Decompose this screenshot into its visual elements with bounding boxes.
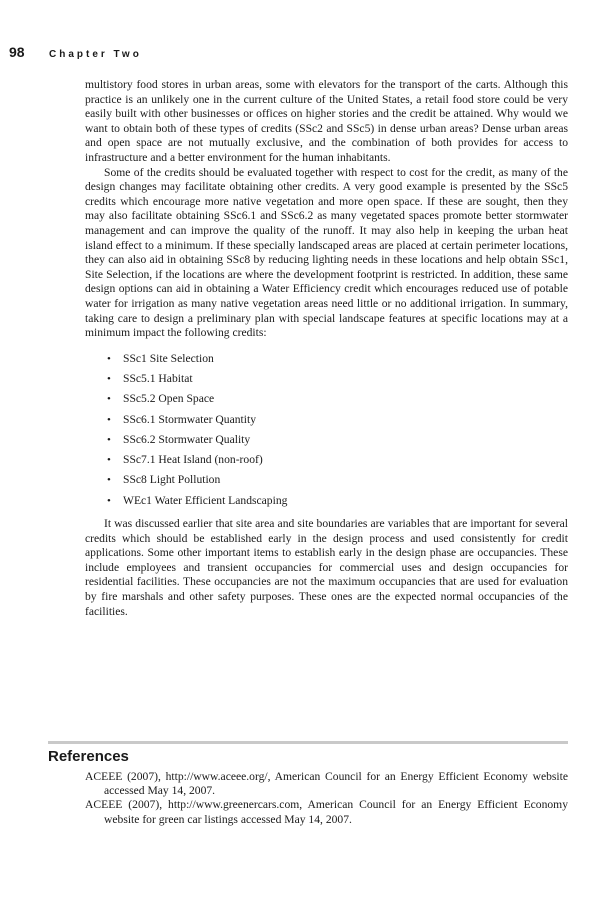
list-item: • SSc7.1 Heat Island (non-roof) [107, 450, 568, 470]
credits-list [85, 349, 568, 511]
chapter-title: Chapter Two [49, 49, 142, 60]
page-number: 98 [9, 44, 25, 60]
list-item: • WEc1 Water Efficient Landscaping [107, 491, 568, 511]
bullet-icon: • [107, 474, 111, 487]
bullet-icon: • [107, 454, 111, 467]
paragraph: Some of the credits should be evaluated together with respect to cost for the credit, as many of the design changes may facilitate obtaining other credits. A very good example is presented by the SSc5 credits which encourage more native vegetation and more open space. If these are sought, then they may also facilitate obtaining SSc6.1 and SSc6.2 as many vegetated spaces promote better stormwater management and can improve the quality of the runoff. It may also help in keeping the urban heat island effect to a minimum. If these specially landscaped areas are placed at certain perimeter locations, they can also aid in obtaining SSc8 by reducing lighting needs in these locations and help obtain SSc1, Site Selection, if the locations are where the development footprint is restricted. In addition, these same design options can aid in obtaining a Water Efficiency credit which encourages reduced use of potable water for irrigation as many native vegetation areas need little or no additional irrigation. In summary, taking care to design a preliminary plan with special landscape features at specific locations may at a minimum impact the following credits: [85, 165, 568, 340]
running-header [9, 44, 142, 62]
paragraph: It was discussed earlier that site area and site boundaries are variables that are important for several credits which should be established early in the design process and used consistently for credit applications. Some other important items to establish early in the design phase are occupancies. These include employees and transient occupancies for commercial uses and design occupancies for residential facilities. These occupancies are not the maximum occupancies that are used for evaluation by fire marshals and other safety purposes. These ones are the expected normal occupancies of the facilities. [85, 517, 568, 618]
list-item: • SSc5.2 Open Space [107, 389, 568, 409]
reference-item: ACEEE (2007), http://www.greenercars.com, American Council for an Energy Efficient Economy website for green car listings accessed May 14, 2007. [85, 798, 568, 826]
bullet-icon: • [107, 433, 111, 446]
paragraph: multistory food stores in urban areas, some with elevators for the transport of the carts. Although this practice is an unlikely one in the current culture of the United States, a retail food store could be very easily built with other businesses or offices on higher stories and the credit be attained. Why would we want to obtain both of these types of credits (SSc2 and SSc5) in dense urban areas? Dense urban areas and open space are not mutually exclusive, and the combination of both provides for access to infrastructure and a better environment for the human inhabitants. [85, 78, 568, 164]
list-item: • SSc6.1 Stormwater Quantity [107, 410, 568, 430]
bullet-icon: • [107, 413, 111, 426]
bullet-icon: • [107, 372, 111, 385]
list-item: • SSc5.1 Habitat [107, 369, 568, 389]
list-item: • SSc1 Site Selection [107, 349, 568, 369]
bullet-icon: • [107, 494, 111, 507]
body-text [85, 78, 568, 619]
bullet-icon: • [107, 352, 111, 365]
list-item: • SSc8 Light Pollution [107, 470, 568, 490]
bullet-icon: • [107, 393, 111, 406]
references-heading: References [48, 748, 129, 765]
references-list [85, 770, 568, 827]
list-item: • SSc6.2 Stormwater Quality [107, 430, 568, 450]
reference-item: ACEEE (2007), http://www.aceee.org/, American Council for an Energy Efficient Economy website accessed May 14, 2007. [85, 770, 568, 798]
section-divider [48, 741, 568, 744]
